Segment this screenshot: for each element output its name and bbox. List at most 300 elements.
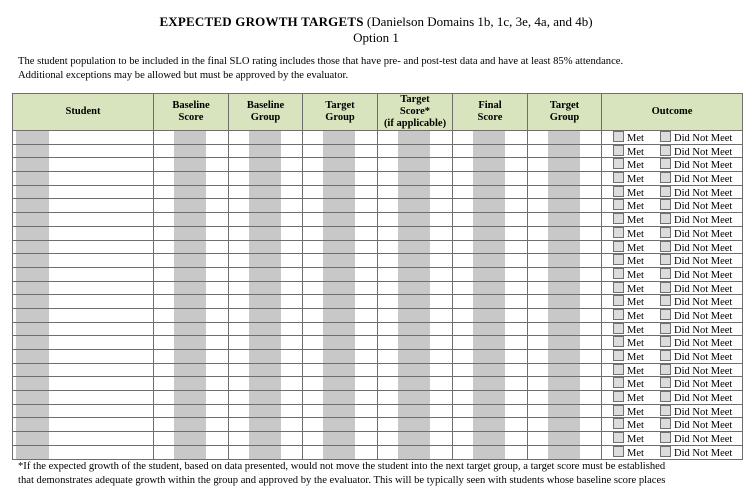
met-option[interactable] xyxy=(613,336,644,350)
entry-cell[interactable] xyxy=(528,336,602,350)
input-field[interactable] xyxy=(473,282,505,295)
entry-cell[interactable] xyxy=(13,418,154,432)
entry-cell[interactable] xyxy=(13,391,154,405)
input-field[interactable] xyxy=(174,282,206,295)
input-field[interactable] xyxy=(548,213,580,226)
entry-cell[interactable] xyxy=(303,131,378,145)
entry-cell[interactable] xyxy=(13,445,154,459)
met-option[interactable] xyxy=(613,350,644,364)
input-field[interactable] xyxy=(16,145,49,158)
input-field[interactable] xyxy=(398,186,430,199)
met-checkbox[interactable] xyxy=(613,131,624,142)
not-met-option[interactable] xyxy=(660,295,732,309)
not-met-checkbox[interactable] xyxy=(660,172,671,183)
entry-cell[interactable] xyxy=(154,144,229,158)
entry-cell[interactable] xyxy=(229,281,303,295)
not-met-checkbox[interactable] xyxy=(660,336,671,347)
input-field[interactable] xyxy=(249,282,281,295)
input-field[interactable] xyxy=(16,418,49,431)
entry-cell[interactable] xyxy=(378,295,453,309)
met-checkbox[interactable] xyxy=(613,227,624,238)
entry-cell[interactable] xyxy=(154,267,229,281)
input-field[interactable] xyxy=(473,158,505,171)
entry-cell[interactable] xyxy=(453,391,528,405)
input-field[interactable] xyxy=(174,364,206,377)
input-field[interactable] xyxy=(548,199,580,212)
not-met-option[interactable] xyxy=(660,199,732,213)
input-field[interactable] xyxy=(398,295,430,308)
entry-cell[interactable] xyxy=(13,158,154,172)
entry-cell[interactable] xyxy=(303,350,378,364)
entry-cell[interactable] xyxy=(154,404,229,418)
entry-cell[interactable] xyxy=(303,240,378,254)
input-field[interactable] xyxy=(323,309,355,322)
input-field[interactable] xyxy=(548,172,580,185)
input-field[interactable] xyxy=(16,391,49,404)
input-field[interactable] xyxy=(548,241,580,254)
entry-cell[interactable] xyxy=(378,254,453,268)
met-checkbox[interactable] xyxy=(613,268,624,279)
entry-cell[interactable] xyxy=(154,322,229,336)
input-field[interactable] xyxy=(398,199,430,212)
met-option[interactable] xyxy=(613,227,644,241)
input-field[interactable] xyxy=(323,418,355,431)
entry-cell[interactable] xyxy=(154,350,229,364)
entry-cell[interactable] xyxy=(154,418,229,432)
input-field[interactable] xyxy=(398,432,430,445)
entry-cell[interactable] xyxy=(378,377,453,391)
entry-cell[interactable] xyxy=(229,199,303,213)
met-option[interactable] xyxy=(613,268,644,282)
input-field[interactable] xyxy=(16,172,49,185)
entry-cell[interactable] xyxy=(154,199,229,213)
not-met-option[interactable] xyxy=(660,241,732,255)
input-field[interactable] xyxy=(16,282,49,295)
input-field[interactable] xyxy=(473,172,505,185)
entry-cell[interactable] xyxy=(528,281,602,295)
entry-cell[interactable] xyxy=(154,281,229,295)
not-met-option[interactable] xyxy=(660,131,732,145)
entry-cell[interactable] xyxy=(378,199,453,213)
input-field[interactable] xyxy=(548,131,580,144)
met-option[interactable] xyxy=(613,323,644,337)
entry-cell[interactable] xyxy=(528,131,602,145)
input-field[interactable] xyxy=(249,158,281,171)
input-field[interactable] xyxy=(249,268,281,281)
input-field[interactable] xyxy=(249,418,281,431)
entry-cell[interactable] xyxy=(303,254,378,268)
entry-cell[interactable] xyxy=(528,432,602,446)
not-met-checkbox[interactable] xyxy=(660,213,671,224)
not-met-option[interactable] xyxy=(660,227,732,241)
not-met-checkbox[interactable] xyxy=(660,364,671,375)
entry-cell[interactable] xyxy=(453,418,528,432)
entry-cell[interactable] xyxy=(303,363,378,377)
entry-cell[interactable] xyxy=(453,308,528,322)
input-field[interactable] xyxy=(548,227,580,240)
input-field[interactable] xyxy=(323,446,355,459)
entry-cell[interactable] xyxy=(229,131,303,145)
input-field[interactable] xyxy=(16,432,49,445)
not-met-checkbox[interactable] xyxy=(660,158,671,169)
met-option[interactable] xyxy=(613,145,644,159)
input-field[interactable] xyxy=(323,145,355,158)
entry-cell[interactable] xyxy=(154,213,229,227)
input-field[interactable] xyxy=(398,254,430,267)
entry-cell[interactable] xyxy=(13,131,154,145)
input-field[interactable] xyxy=(398,213,430,226)
entry-cell[interactable] xyxy=(154,336,229,350)
entry-cell[interactable] xyxy=(13,432,154,446)
entry-cell[interactable] xyxy=(528,350,602,364)
met-option[interactable] xyxy=(613,364,644,378)
entry-cell[interactable] xyxy=(378,267,453,281)
input-field[interactable] xyxy=(473,336,505,349)
not-met-option[interactable] xyxy=(660,377,732,391)
input-field[interactable] xyxy=(16,364,49,377)
not-met-checkbox[interactable] xyxy=(660,295,671,306)
not-met-option[interactable] xyxy=(660,213,732,227)
entry-cell[interactable] xyxy=(453,322,528,336)
entry-cell[interactable] xyxy=(528,199,602,213)
entry-cell[interactable] xyxy=(154,432,229,446)
met-checkbox[interactable] xyxy=(613,282,624,293)
entry-cell[interactable] xyxy=(453,172,528,186)
not-met-option[interactable] xyxy=(660,391,732,405)
input-field[interactable] xyxy=(548,391,580,404)
entry-cell[interactable] xyxy=(13,281,154,295)
input-field[interactable] xyxy=(323,377,355,390)
input-field[interactable] xyxy=(548,186,580,199)
input-field[interactable] xyxy=(16,309,49,322)
entry-cell[interactable] xyxy=(13,377,154,391)
input-field[interactable] xyxy=(249,295,281,308)
input-field[interactable] xyxy=(398,145,430,158)
entry-cell[interactable] xyxy=(378,131,453,145)
not-met-option[interactable] xyxy=(660,418,732,432)
entry-cell[interactable] xyxy=(378,350,453,364)
input-field[interactable] xyxy=(548,405,580,418)
input-field[interactable] xyxy=(473,131,505,144)
not-met-checkbox[interactable] xyxy=(660,309,671,320)
input-field[interactable] xyxy=(398,241,430,254)
entry-cell[interactable] xyxy=(453,267,528,281)
met-checkbox[interactable] xyxy=(613,158,624,169)
input-field[interactable] xyxy=(548,254,580,267)
entry-cell[interactable] xyxy=(154,445,229,459)
entry-cell[interactable] xyxy=(453,213,528,227)
entry-cell[interactable] xyxy=(13,213,154,227)
input-field[interactable] xyxy=(16,377,49,390)
not-met-option[interactable] xyxy=(660,323,732,337)
met-option[interactable] xyxy=(613,213,644,227)
entry-cell[interactable] xyxy=(229,267,303,281)
met-checkbox[interactable] xyxy=(613,364,624,375)
input-field[interactable] xyxy=(16,336,49,349)
input-field[interactable] xyxy=(398,364,430,377)
entry-cell[interactable] xyxy=(528,445,602,459)
not-met-option[interactable] xyxy=(660,268,732,282)
input-field[interactable] xyxy=(398,323,430,336)
not-met-option[interactable] xyxy=(660,145,732,159)
met-option[interactable] xyxy=(613,418,644,432)
input-field[interactable] xyxy=(473,268,505,281)
entry-cell[interactable] xyxy=(303,267,378,281)
entry-cell[interactable] xyxy=(528,144,602,158)
input-field[interactable] xyxy=(249,405,281,418)
input-field[interactable] xyxy=(548,350,580,363)
met-checkbox[interactable] xyxy=(613,391,624,402)
entry-cell[interactable] xyxy=(229,336,303,350)
entry-cell[interactable] xyxy=(528,172,602,186)
input-field[interactable] xyxy=(174,391,206,404)
input-field[interactable] xyxy=(548,418,580,431)
input-field[interactable] xyxy=(16,405,49,418)
not-met-option[interactable] xyxy=(660,350,732,364)
entry-cell[interactable] xyxy=(378,172,453,186)
met-option[interactable] xyxy=(613,377,644,391)
input-field[interactable] xyxy=(174,254,206,267)
input-field[interactable] xyxy=(323,172,355,185)
entry-cell[interactable] xyxy=(528,254,602,268)
input-field[interactable] xyxy=(174,241,206,254)
not-met-checkbox[interactable] xyxy=(660,186,671,197)
input-field[interactable] xyxy=(548,432,580,445)
input-field[interactable] xyxy=(174,323,206,336)
entry-cell[interactable] xyxy=(154,185,229,199)
entry-cell[interactable] xyxy=(13,363,154,377)
entry-cell[interactable] xyxy=(229,404,303,418)
input-field[interactable] xyxy=(174,213,206,226)
input-field[interactable] xyxy=(398,227,430,240)
entry-cell[interactable] xyxy=(453,281,528,295)
input-field[interactable] xyxy=(323,199,355,212)
entry-cell[interactable] xyxy=(378,213,453,227)
not-met-checkbox[interactable] xyxy=(660,418,671,429)
entry-cell[interactable] xyxy=(453,295,528,309)
not-met-option[interactable] xyxy=(660,309,732,323)
input-field[interactable] xyxy=(398,377,430,390)
entry-cell[interactable] xyxy=(378,144,453,158)
input-field[interactable] xyxy=(398,336,430,349)
entry-cell[interactable] xyxy=(303,144,378,158)
input-field[interactable] xyxy=(249,391,281,404)
input-field[interactable] xyxy=(174,199,206,212)
input-field[interactable] xyxy=(548,323,580,336)
entry-cell[interactable] xyxy=(528,418,602,432)
met-checkbox[interactable] xyxy=(613,350,624,361)
entry-cell[interactable] xyxy=(303,172,378,186)
entry-cell[interactable] xyxy=(229,295,303,309)
input-field[interactable] xyxy=(473,186,505,199)
met-option[interactable] xyxy=(613,391,644,405)
entry-cell[interactable] xyxy=(154,377,229,391)
input-field[interactable] xyxy=(473,446,505,459)
entry-cell[interactable] xyxy=(453,131,528,145)
input-field[interactable] xyxy=(323,405,355,418)
input-field[interactable] xyxy=(323,186,355,199)
met-checkbox[interactable] xyxy=(613,405,624,416)
met-checkbox[interactable] xyxy=(613,199,624,210)
entry-cell[interactable] xyxy=(528,363,602,377)
input-field[interactable] xyxy=(323,364,355,377)
entry-cell[interactable] xyxy=(528,308,602,322)
input-field[interactable] xyxy=(323,282,355,295)
input-field[interactable] xyxy=(473,364,505,377)
input-field[interactable] xyxy=(548,295,580,308)
entry-cell[interactable] xyxy=(303,391,378,405)
entry-cell[interactable] xyxy=(229,185,303,199)
not-met-checkbox[interactable] xyxy=(660,254,671,265)
entry-cell[interactable] xyxy=(13,322,154,336)
input-field[interactable] xyxy=(323,295,355,308)
met-option[interactable] xyxy=(613,405,644,419)
input-field[interactable] xyxy=(398,391,430,404)
entry-cell[interactable] xyxy=(154,363,229,377)
entry-cell[interactable] xyxy=(229,418,303,432)
input-field[interactable] xyxy=(249,446,281,459)
not-met-option[interactable] xyxy=(660,336,732,350)
entry-cell[interactable] xyxy=(528,267,602,281)
not-met-checkbox[interactable] xyxy=(660,377,671,388)
entry-cell[interactable] xyxy=(453,144,528,158)
entry-cell[interactable] xyxy=(13,308,154,322)
input-field[interactable] xyxy=(398,350,430,363)
entry-cell[interactable] xyxy=(453,240,528,254)
input-field[interactable] xyxy=(16,227,49,240)
entry-cell[interactable] xyxy=(528,213,602,227)
entry-cell[interactable] xyxy=(453,404,528,418)
input-field[interactable] xyxy=(473,295,505,308)
entry-cell[interactable] xyxy=(453,350,528,364)
input-field[interactable] xyxy=(473,241,505,254)
input-field[interactable] xyxy=(548,268,580,281)
met-checkbox[interactable] xyxy=(613,145,624,156)
entry-cell[interactable] xyxy=(528,158,602,172)
not-met-option[interactable] xyxy=(660,282,732,296)
input-field[interactable] xyxy=(249,145,281,158)
not-met-checkbox[interactable] xyxy=(660,446,671,457)
met-option[interactable] xyxy=(613,446,644,460)
input-field[interactable] xyxy=(398,282,430,295)
input-field[interactable] xyxy=(16,186,49,199)
input-field[interactable] xyxy=(473,199,505,212)
input-field[interactable] xyxy=(249,364,281,377)
input-field[interactable] xyxy=(323,213,355,226)
input-field[interactable] xyxy=(249,186,281,199)
entry-cell[interactable] xyxy=(229,240,303,254)
entry-cell[interactable] xyxy=(303,445,378,459)
entry-cell[interactable] xyxy=(303,308,378,322)
entry-cell[interactable] xyxy=(303,226,378,240)
entry-cell[interactable] xyxy=(453,254,528,268)
not-met-checkbox[interactable] xyxy=(660,350,671,361)
entry-cell[interactable] xyxy=(229,308,303,322)
input-field[interactable] xyxy=(174,186,206,199)
not-met-option[interactable] xyxy=(660,432,732,446)
not-met-checkbox[interactable] xyxy=(660,405,671,416)
met-checkbox[interactable] xyxy=(613,418,624,429)
entry-cell[interactable] xyxy=(378,391,453,405)
entry-cell[interactable] xyxy=(154,254,229,268)
not-met-checkbox[interactable] xyxy=(660,268,671,279)
not-met-option[interactable] xyxy=(660,364,732,378)
input-field[interactable] xyxy=(174,350,206,363)
input-field[interactable] xyxy=(398,158,430,171)
input-field[interactable] xyxy=(548,446,580,459)
entry-cell[interactable] xyxy=(303,158,378,172)
met-checkbox[interactable] xyxy=(613,172,624,183)
not-met-option[interactable] xyxy=(660,405,732,419)
entry-cell[interactable] xyxy=(453,363,528,377)
input-field[interactable] xyxy=(174,309,206,322)
entry-cell[interactable] xyxy=(453,199,528,213)
entry-cell[interactable] xyxy=(303,281,378,295)
entry-cell[interactable] xyxy=(229,158,303,172)
met-option[interactable] xyxy=(613,241,644,255)
input-field[interactable] xyxy=(174,405,206,418)
entry-cell[interactable] xyxy=(13,172,154,186)
input-field[interactable] xyxy=(16,268,49,281)
entry-cell[interactable] xyxy=(229,254,303,268)
met-checkbox[interactable] xyxy=(613,323,624,334)
met-checkbox[interactable] xyxy=(613,309,624,320)
not-met-checkbox[interactable] xyxy=(660,199,671,210)
entry-cell[interactable] xyxy=(13,350,154,364)
input-field[interactable] xyxy=(548,364,580,377)
entry-cell[interactable] xyxy=(229,172,303,186)
input-field[interactable] xyxy=(249,377,281,390)
input-field[interactable] xyxy=(473,254,505,267)
input-field[interactable] xyxy=(548,377,580,390)
entry-cell[interactable] xyxy=(378,363,453,377)
input-field[interactable] xyxy=(323,268,355,281)
input-field[interactable] xyxy=(398,172,430,185)
entry-cell[interactable] xyxy=(229,445,303,459)
input-field[interactable] xyxy=(473,145,505,158)
input-field[interactable] xyxy=(323,336,355,349)
entry-cell[interactable] xyxy=(453,185,528,199)
input-field[interactable] xyxy=(174,145,206,158)
input-field[interactable] xyxy=(249,241,281,254)
entry-cell[interactable] xyxy=(378,240,453,254)
input-field[interactable] xyxy=(16,323,49,336)
entry-cell[interactable] xyxy=(154,308,229,322)
not-met-option[interactable] xyxy=(660,172,732,186)
input-field[interactable] xyxy=(548,282,580,295)
input-field[interactable] xyxy=(174,172,206,185)
entry-cell[interactable] xyxy=(303,185,378,199)
entry-cell[interactable] xyxy=(528,226,602,240)
entry-cell[interactable] xyxy=(13,226,154,240)
input-field[interactable] xyxy=(398,405,430,418)
met-option[interactable] xyxy=(613,186,644,200)
entry-cell[interactable] xyxy=(528,185,602,199)
entry-cell[interactable] xyxy=(13,267,154,281)
met-checkbox[interactable] xyxy=(613,377,624,388)
entry-cell[interactable] xyxy=(303,199,378,213)
entry-cell[interactable] xyxy=(13,144,154,158)
entry-cell[interactable] xyxy=(453,377,528,391)
entry-cell[interactable] xyxy=(13,404,154,418)
not-met-option[interactable] xyxy=(660,254,732,268)
met-option[interactable] xyxy=(613,172,644,186)
input-field[interactable] xyxy=(16,446,49,459)
input-field[interactable] xyxy=(16,350,49,363)
input-field[interactable] xyxy=(323,323,355,336)
entry-cell[interactable] xyxy=(303,377,378,391)
entry-cell[interactable] xyxy=(13,295,154,309)
